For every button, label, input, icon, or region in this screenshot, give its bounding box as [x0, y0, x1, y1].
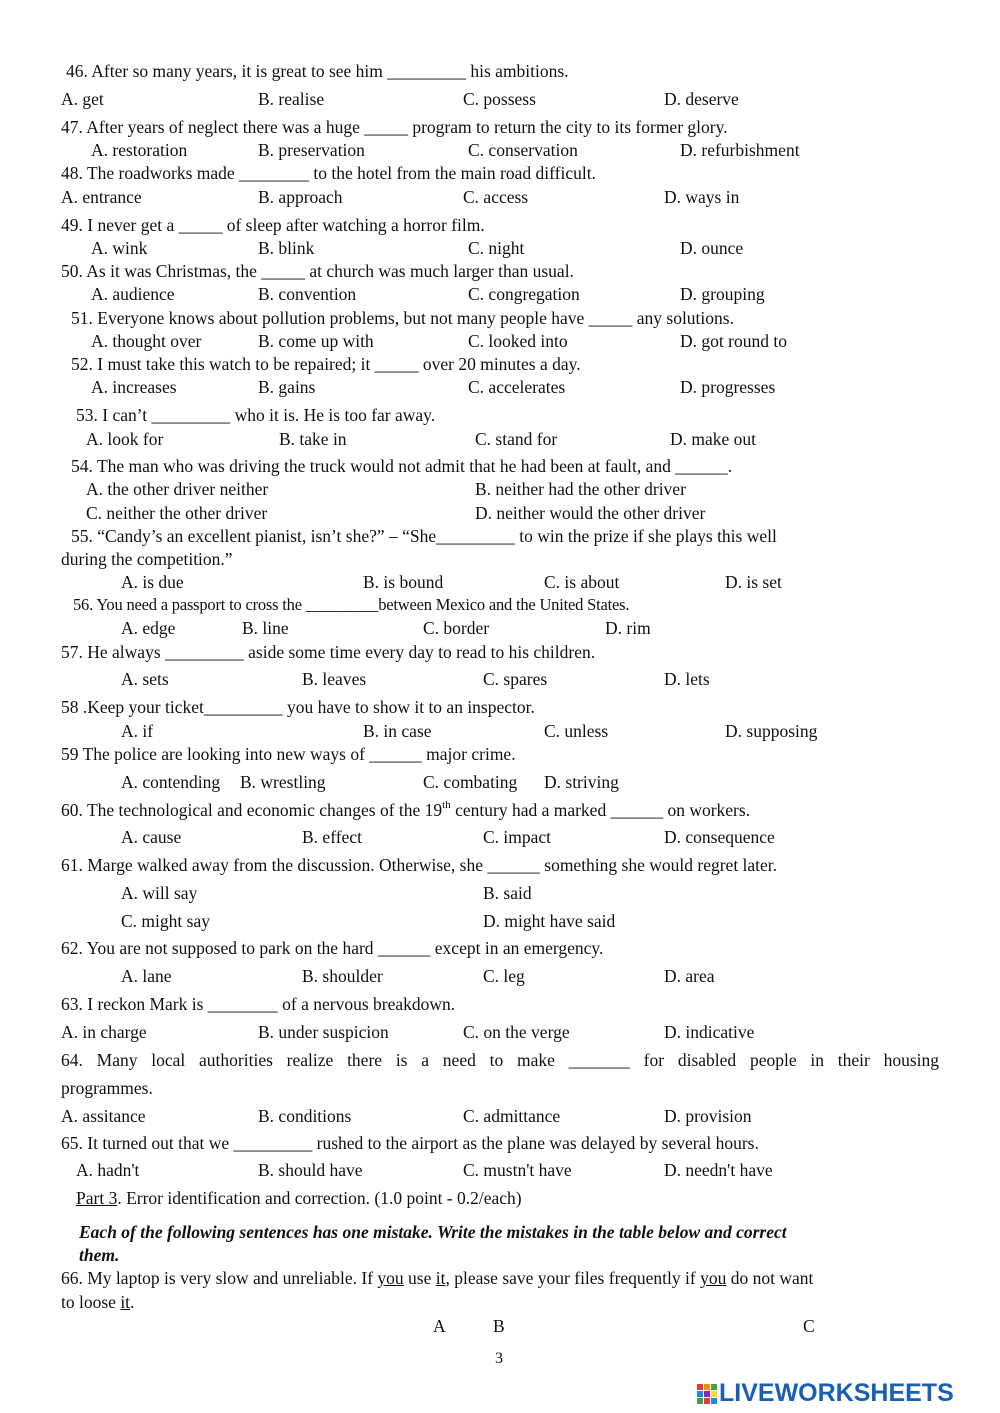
question-number: 63.: [61, 994, 83, 1014]
question-stem: “Candy’s an excellent pianist, isn’t she?” – “She_________ to win the prize if she plays this well: [97, 526, 777, 546]
liveworksheets-grid-icon: [697, 1384, 717, 1404]
question-55-continued: during the competition.”: [61, 549, 233, 569]
option-c[interactable]: C. might say: [121, 911, 210, 931]
option-c[interactable]: C. possess: [463, 89, 536, 109]
part-3-instruction: Each of the following sentences has one mistake. Write the mistakes in the table below and correct: [79, 1222, 787, 1242]
option-b[interactable]: B. conditions: [258, 1106, 352, 1126]
option-b[interactable]: B. realise: [258, 89, 325, 109]
option-c[interactable]: C. neither the other driver: [86, 503, 268, 523]
option-c[interactable]: C. mustn't have: [463, 1160, 572, 1180]
question-57: [61, 642, 595, 662]
question-number: 53.: [76, 405, 98, 425]
question-stem: He always _________ aside some time every day to read to his children.: [87, 642, 596, 662]
question-stem: I must take this watch to be repaired; it _____ over 20 minutes a day.: [97, 354, 581, 374]
option-a[interactable]: A. will say: [121, 883, 198, 903]
option-d[interactable]: D. striving: [544, 772, 619, 792]
underlined-word-c[interactable]: you: [700, 1268, 727, 1288]
option-c[interactable]: C. looked into: [468, 331, 568, 351]
sentence-part: do not want: [726, 1268, 814, 1288]
question-stem: The roadworks made ________ to the hotel from the main road difficult.: [86, 163, 596, 183]
question-number: 51.: [71, 308, 93, 328]
question-stem: It turned out that we _________ rushed to the airport as the plane was delayed by several hours.: [87, 1133, 759, 1153]
option-c[interactable]: C. access: [463, 187, 529, 207]
sentence-part: My laptop is very slow and unreliable. If: [87, 1268, 378, 1288]
option-a[interactable]: A. if: [121, 721, 154, 741]
option-c[interactable]: C. leg: [483, 966, 525, 986]
option-d[interactable]: D. provision: [664, 1106, 752, 1126]
option-b[interactable]: B. gains: [258, 377, 316, 397]
option-a[interactable]: A. in charge: [61, 1022, 147, 1042]
option-d[interactable]: D. is set: [725, 572, 782, 592]
option-d[interactable]: D. grouping: [680, 284, 765, 304]
question-48: [61, 163, 596, 183]
question-47: [61, 117, 728, 137]
sentence-part: , please save your files frequently if: [445, 1268, 701, 1288]
option-d[interactable]: D. ounce: [680, 238, 744, 258]
option-c[interactable]: C. unless: [544, 721, 609, 741]
option-d[interactable]: D. consequence: [664, 827, 775, 847]
option-b[interactable]: B. wrestling: [240, 772, 326, 792]
question-stem-continued: century had a marked ______ on workers.: [450, 800, 751, 820]
question-51: [71, 308, 734, 328]
question-number: 49.: [61, 215, 83, 235]
option-b[interactable]: B. in case: [363, 721, 432, 741]
question-stem: You are not supposed to park on the hard ______ except in an emergency.: [86, 938, 604, 958]
question-stem: I never get a _____ of sleep after watching a horror film.: [87, 215, 485, 235]
question-number: 47.: [61, 117, 83, 137]
question-stem: You need a passport to cross the _________between Mexico and the United States.: [96, 595, 630, 614]
option-d[interactable]: D. refurbishment: [680, 140, 800, 160]
option-b[interactable]: B. approach: [258, 187, 343, 207]
question-stem: Keep your ticket_________ you have to show it to an inspector.: [87, 697, 535, 717]
part-3-description: . Error identification and correction. (1.0 point - 0.2/each): [117, 1188, 522, 1208]
option-b[interactable]: B. under suspicion: [258, 1022, 389, 1042]
question-number: 58 .: [61, 697, 88, 717]
question-63: [61, 994, 455, 1014]
option-a[interactable]: A. increases: [91, 377, 177, 397]
option-b[interactable]: B. shoulder: [302, 966, 383, 986]
question-number: 54.: [71, 456, 93, 476]
option-c[interactable]: C. impact: [483, 827, 552, 847]
question-stem: The man who was driving the truck would not admit that he had been at fault, and ______.: [96, 456, 733, 476]
question-number: 57.: [61, 642, 83, 662]
option-c[interactable]: C. stand for: [475, 429, 558, 449]
option-d[interactable]: D. needn't have: [664, 1160, 773, 1180]
question-number: 62.: [61, 938, 83, 958]
question-number: 65.: [61, 1133, 83, 1153]
page-number: 3: [495, 1350, 503, 1367]
option-a[interactable]: A. restoration: [91, 140, 188, 160]
question-64-continued: programmes.: [61, 1078, 153, 1098]
option-d[interactable]: D. might have said: [483, 911, 616, 931]
option-a[interactable]: A. audience: [91, 284, 175, 304]
option-b[interactable]: B. convention: [258, 284, 357, 304]
question-61: [61, 855, 777, 875]
option-b[interactable]: B. is bound: [363, 572, 444, 592]
option-d[interactable]: D. neither would the other driver: [475, 503, 706, 523]
question-58: [61, 697, 535, 717]
underlined-word-b[interactable]: it: [435, 1268, 446, 1288]
question-number: 48.: [61, 163, 83, 183]
option-a[interactable]: A. thought over: [91, 331, 202, 351]
underlined-word-a[interactable]: you: [377, 1268, 404, 1288]
question-53: [76, 405, 435, 425]
option-d[interactable]: D. area: [664, 966, 715, 986]
question-65: [61, 1133, 759, 1153]
option-b[interactable]: B. preservation: [258, 140, 365, 160]
option-a[interactable]: A. look for: [86, 429, 164, 449]
option-c[interactable]: C. admittance: [463, 1106, 561, 1126]
question-number: 64.: [61, 1050, 83, 1070]
option-a[interactable]: A. hadn't: [76, 1160, 140, 1180]
question-46: [66, 61, 569, 81]
option-d[interactable]: D. deserve: [664, 89, 739, 109]
question-number: 46.: [66, 61, 88, 81]
question-60: [61, 800, 750, 820]
question-number: 56.: [73, 595, 94, 614]
sentence-part: .: [130, 1292, 135, 1312]
option-b[interactable]: B. come up with: [258, 331, 374, 351]
option-c[interactable]: C. conservation: [468, 140, 578, 160]
option-b[interactable]: B. said: [483, 883, 532, 903]
question-number: 61.: [61, 855, 83, 875]
option-c[interactable]: C. accelerates: [468, 377, 566, 397]
option-c[interactable]: C. on the verge: [463, 1022, 570, 1042]
option-a[interactable]: A. entrance: [61, 187, 142, 207]
label-c: C: [803, 1316, 815, 1336]
question-number: 52.: [71, 354, 93, 374]
option-d[interactable]: D. got round to: [680, 331, 787, 351]
option-c[interactable]: C. night: [468, 238, 525, 258]
question-55: [71, 526, 777, 546]
option-a[interactable]: A. get: [61, 89, 104, 109]
question-66-continued: [61, 1292, 134, 1312]
option-b[interactable]: B. effect: [302, 827, 362, 847]
option-a[interactable]: A. wink: [91, 238, 148, 258]
option-a[interactable]: A. the other driver neither: [86, 479, 269, 499]
question-54: [71, 456, 732, 476]
question-49: [61, 215, 485, 235]
option-d[interactable]: D. rim: [605, 618, 651, 638]
question-stem: As it was Christmas, the _____ at church was much larger than usual.: [86, 261, 574, 281]
label-b: B: [493, 1316, 505, 1336]
option-a[interactable]: A. edge: [121, 618, 176, 638]
question-stem: I can’t _________ who it is. He is too far away.: [102, 405, 436, 425]
logo-text: LIVEWORKSHEETS: [719, 1379, 954, 1407]
question-stem: After so many years, it is great to see him _________ his ambitions.: [91, 61, 569, 81]
question-59: [61, 744, 516, 764]
option-a[interactable]: A. contending: [121, 772, 221, 792]
sentence-part: to loose: [61, 1292, 121, 1312]
option-b[interactable]: B. line: [242, 618, 289, 638]
question-52: [71, 354, 581, 374]
question-56: [73, 595, 629, 615]
option-c[interactable]: C. is about: [544, 572, 620, 592]
ordinal-superscript: th: [442, 799, 451, 811]
question-number: 55.: [71, 526, 93, 546]
question-stem: After years of neglect there was a huge _____ program to return the city to its former glory.: [86, 117, 728, 137]
question-50: [61, 261, 574, 281]
option-d[interactable]: D. indicative: [664, 1022, 755, 1042]
question-number: 66.: [61, 1268, 83, 1288]
option-c[interactable]: C. spares: [483, 669, 548, 689]
part-3-instruction-continued: them.: [79, 1245, 120, 1265]
sentence-part: use: [403, 1268, 436, 1288]
option-c[interactable]: C. congregation: [468, 284, 580, 304]
part-3-heading: [76, 1188, 522, 1208]
option-b[interactable]: B. leaves: [302, 669, 367, 689]
option-b[interactable]: B. take in: [279, 429, 347, 449]
option-c[interactable]: C. combating: [423, 772, 518, 792]
question-number: 50.: [61, 261, 83, 281]
part-3-label: Part 3: [76, 1188, 118, 1208]
option-d[interactable]: D. ways in: [664, 187, 740, 207]
question-stem: Marge walked away from the discussion. Otherwise, she ______ something she would regret later.: [87, 855, 778, 875]
label-a: A: [433, 1316, 446, 1336]
option-d[interactable]: D. supposing: [725, 721, 818, 741]
option-b[interactable]: B. blink: [258, 238, 315, 258]
question-stem: The police are looking into new ways of ______ major crime.: [82, 744, 516, 764]
question-62: [61, 938, 603, 958]
question-stem: The technological and economic changes of the 19: [86, 800, 443, 820]
liveworksheets-logo: [697, 1378, 995, 1408]
option-c[interactable]: C. border: [423, 618, 490, 638]
option-d[interactable]: D. lets: [664, 669, 710, 689]
underlined-word-d[interactable]: it: [120, 1292, 131, 1312]
option-a[interactable]: A. lane: [121, 966, 172, 986]
question-66: [61, 1268, 813, 1288]
option-b[interactable]: B. neither had the other driver: [475, 479, 686, 499]
question-stem: Everyone knows about pollution problems, but not many people have _____ any solutions.: [97, 308, 734, 328]
question-stem: I reckon Mark is ________ of a nervous breakdown.: [87, 994, 456, 1014]
option-a[interactable]: A. is due: [121, 572, 184, 592]
question-number: 60.: [61, 800, 83, 820]
question-64: [61, 1050, 939, 1070]
option-d[interactable]: D. make out: [670, 429, 757, 449]
option-b[interactable]: B. should have: [258, 1160, 363, 1180]
question-number: 59: [61, 744, 79, 764]
option-a[interactable]: A. cause: [121, 827, 182, 847]
option-a[interactable]: A. sets: [121, 669, 169, 689]
option-d[interactable]: D. progresses: [680, 377, 776, 397]
question-stem: Many local authorities realize there is a need to make _______ for disabled people in their housing: [96, 1050, 940, 1070]
option-a[interactable]: A. assitance: [61, 1106, 146, 1126]
